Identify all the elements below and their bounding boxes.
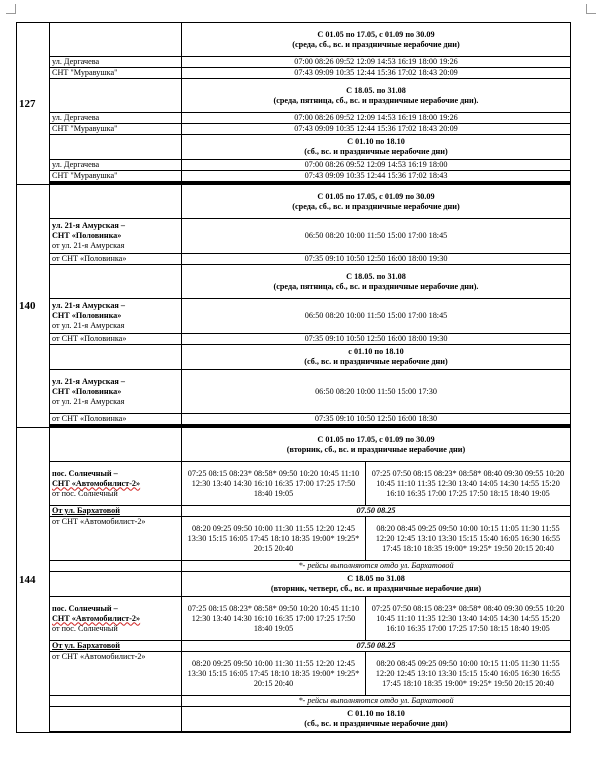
departure-times: 07:43 09:09 10:35 12:44 15:36 17:02 18:43 bbox=[182, 171, 571, 182]
stop-name: ул. Дергачева bbox=[50, 57, 182, 68]
table-row bbox=[17, 254, 571, 265]
table-row bbox=[17, 370, 571, 414]
table-row bbox=[17, 299, 571, 334]
departure-times: 06:50 08:20 10:00 11:50 15:00 17:00 18:45 bbox=[182, 299, 571, 334]
table-row bbox=[17, 414, 571, 425]
period-header: С 18.05 по 31.08 (вторник, четверг, сб., вс. и праздничные нерабочие дни) bbox=[182, 572, 571, 597]
route-direction-cell: ул. 21-я Амурская – СНТ «Половинка» от ул. 21-я Амурская bbox=[50, 219, 182, 254]
period-header: С 18.05. по 31.08 (среда, пятница, сб., вс. и праздничные нерабочие дни). bbox=[182, 265, 571, 299]
route-140-period-2-header-row bbox=[17, 265, 571, 299]
period-header: С 01.05 по 17.05, с 01.09 по 30.09 (среда, сб., вс. и праздничные нерабочие дни) bbox=[182, 185, 571, 219]
period-header: с 01.10 по 18.10 (сб., вс. и праздничные нерабочие дни) bbox=[182, 345, 571, 370]
departure-times: 07.50 08.25 bbox=[182, 506, 571, 517]
period-header: С 18.05. по 31.08 (среда, пятница, сб., вс. и праздничные нерабочие дни). bbox=[182, 79, 571, 113]
table-row bbox=[17, 57, 571, 68]
route-127-period-2-header-row bbox=[17, 79, 571, 113]
departure-times: 07.50 08.25 bbox=[182, 641, 571, 652]
departure-times: 07:35 09:10 10:50 12:50 16:00 18:00 19:30 bbox=[182, 254, 571, 265]
page-corner-mark-right bbox=[586, 4, 596, 14]
table-row bbox=[17, 171, 571, 182]
footnote: *- рейсы выполняются отдо ул. Бархатовой bbox=[182, 561, 571, 572]
bus-schedule-table bbox=[16, 22, 571, 733]
route-direction-cell: ул. 21-я Амурская – СНТ «Половинка» от ул. 21-я Амурская bbox=[50, 299, 182, 334]
route-number: 140 bbox=[17, 185, 50, 428]
departure-times-weekend: 08:20 08:45 09:25 09:50 10:00 10:15 11:05 11:30 11:55 12:20 12:45 13:10 13:30 15:15 15:40 16:05 16:30 16:55 17:45 18:10 18:35 19:00* 19:25* 19:50 20:15 20:40 bbox=[366, 652, 571, 696]
departure-times-weekend: 07:25 07:50 08:15 08:23* 08:58* 08:40 09:30 09:55 10:20 10:45 11:10 11:35 12:30 13:40 14:05 14:30 14:55 15:20 16:10 16:35 17:00 17:25 17:50 18:15 18:40 19:05 bbox=[366, 597, 571, 641]
stop-name: ул. Дергачева bbox=[50, 160, 182, 171]
stop-name: ул. Дергачева bbox=[50, 113, 182, 124]
departure-times: 07:00 08:26 09:52 12:09 14:53 16:19 18:00 19:26 bbox=[182, 57, 571, 68]
departure-times-weekday: 07:25 08:15 08:23* 08:58* 09:50 10:20 10:45 11:10 12:30 13:40 14:30 16:10 16:35 17:00 17:25 17:50 18:40 19:05 bbox=[182, 462, 366, 506]
page-corner-mark-left bbox=[6, 4, 16, 14]
departure-times-weekend: 07:25 07:50 08:15 08:23* 08:58* 08:40 09:30 09:55 10:20 10:45 11:10 11:35 12:30 13:40 14:05 14:30 14:55 15:20 16:10 16:35 17:00 17:25 17:50 18:15 18:40 19:05 bbox=[366, 462, 571, 506]
route-140-period-3-header-row bbox=[17, 345, 571, 370]
table-row bbox=[17, 641, 571, 652]
period-header: С 01.10 по 18.10 (сб., вс. и праздничные нерабочие дни) bbox=[182, 707, 571, 732]
departure-times: 07:35 09:10 10:50 12:50 16:00 18:30 bbox=[182, 414, 571, 425]
route-127-period-3-header-row bbox=[17, 135, 571, 160]
stop-name: От ул. Бархатовой bbox=[50, 641, 182, 652]
period-header: С 01.05 по 17.05, с 01.09 по 30.09 (вторник, сб., вс. и праздничные нерабочие дни) bbox=[182, 428, 571, 462]
departure-times-weekday: 07:25 08:15 08:23* 08:58* 09:50 10:20 10:45 11:10 12:30 13:40 14:30 16:10 16:35 17:00 17:25 17:50 18:40 19:05 bbox=[182, 597, 366, 641]
period-header: С 01.10 по 18.10 (сб., вс. и праздничные нерабочие дни) bbox=[182, 135, 571, 160]
route-number: 127 bbox=[17, 23, 50, 185]
stop-name: от СНТ «Половинка» bbox=[50, 334, 182, 345]
table-row bbox=[17, 561, 571, 572]
table-row bbox=[17, 160, 571, 171]
departure-times: 07:43 09:09 10:35 12:44 15:36 17:02 18:43 20:09 bbox=[182, 68, 571, 79]
table-row bbox=[17, 219, 571, 254]
table-row bbox=[17, 517, 571, 561]
route-144-period-2-header-row bbox=[17, 572, 571, 597]
table-row bbox=[17, 124, 571, 135]
departure-times: 07:00 08:26 09:52 12:09 14:53 16:19 18:00 19:26 bbox=[182, 113, 571, 124]
route-direction-cell: пос. Солнечный – СНТ «Автомобилист-2» от пос. Солнечный bbox=[50, 462, 182, 506]
table-row bbox=[17, 696, 571, 707]
departure-times-weekday: 08:20 09:25 09:50 10:00 11:30 11:55 12:20 12:45 13:30 15:15 16:05 17:45 18:10 18:35 19:00* 19:25* 20:15 20:40 bbox=[182, 517, 366, 561]
route-144-period-1-header-row bbox=[17, 428, 571, 462]
route-127-period-1-header-row bbox=[17, 23, 571, 57]
stop-name: от СНТ «Половинка» bbox=[50, 254, 182, 265]
stop-name: СНТ "Муравушка" bbox=[50, 124, 182, 135]
stop-name: от СНТ «Автомобилист-2» bbox=[50, 652, 182, 696]
table-row bbox=[17, 652, 571, 696]
stop-name: от СНТ «Половинка» bbox=[50, 414, 182, 425]
table-row bbox=[17, 462, 571, 506]
table-row bbox=[17, 597, 571, 641]
table-row bbox=[17, 113, 571, 124]
departure-times: 07:00 08:26 09:52 12:09 14:53 16:19 18:00 bbox=[182, 160, 571, 171]
departure-times: 07:43 09:09 10:35 12:44 15:36 17:02 18:43 20:09 bbox=[182, 124, 571, 135]
footnote: *- рейсы выполняются отдо ул. Бархатовой bbox=[182, 696, 571, 707]
table-row bbox=[17, 506, 571, 517]
departure-times: 06:50 08:20 10:00 11:50 15:00 17:00 18:45 bbox=[182, 219, 571, 254]
departure-times-weekend: 08:20 08:45 09:25 09:50 10:00 10:15 11:05 11:30 11:55 12:20 12:45 13:10 13:30 15:15 15:40 16:05 16:30 16:55 17:45 18:10 18:35 19:00* 19:25* 19:50 20:15 20:40 bbox=[366, 517, 571, 561]
route-number: 144 bbox=[17, 428, 50, 733]
stop-name: от СНТ «Автомобилист-2» bbox=[50, 517, 182, 561]
route-direction-cell: пос. Солнечный – СНТ «Автомобилист-2» от пос. Солнечный bbox=[50, 597, 182, 641]
stop-name: СНТ "Муравушка" bbox=[50, 171, 182, 182]
period-header: С 01.05 по 17.05, с 01.09 по 30.09 (среда, сб., вс. и праздничные нерабочие дни) bbox=[182, 23, 571, 57]
route-direction-cell: ул. 21-я Амурская – СНТ «Половинка» от ул. 21-я Амурская bbox=[50, 370, 182, 414]
departure-times: 07:35 09:10 10:50 12:50 16:00 18:00 19:30 bbox=[182, 334, 571, 345]
departure-times: 06:50 08:20 10:00 11:50 15:00 17:30 bbox=[182, 370, 571, 414]
departure-times-weekday: 08:20 09:25 09:50 10:00 11:30 11:55 12:20 12:45 13:30 15:15 16:05 17:45 18:10 18:35 19:00* 19:25* 20:15 20:40 bbox=[182, 652, 366, 696]
table-row bbox=[17, 68, 571, 79]
table-row bbox=[17, 334, 571, 345]
route-140-period-1-header-row bbox=[17, 185, 571, 219]
route-144-period-3-header-row bbox=[17, 707, 571, 732]
stop-name: СНТ "Муравушка" bbox=[50, 68, 182, 79]
stop-name: От ул. Бархатовой bbox=[50, 506, 182, 517]
